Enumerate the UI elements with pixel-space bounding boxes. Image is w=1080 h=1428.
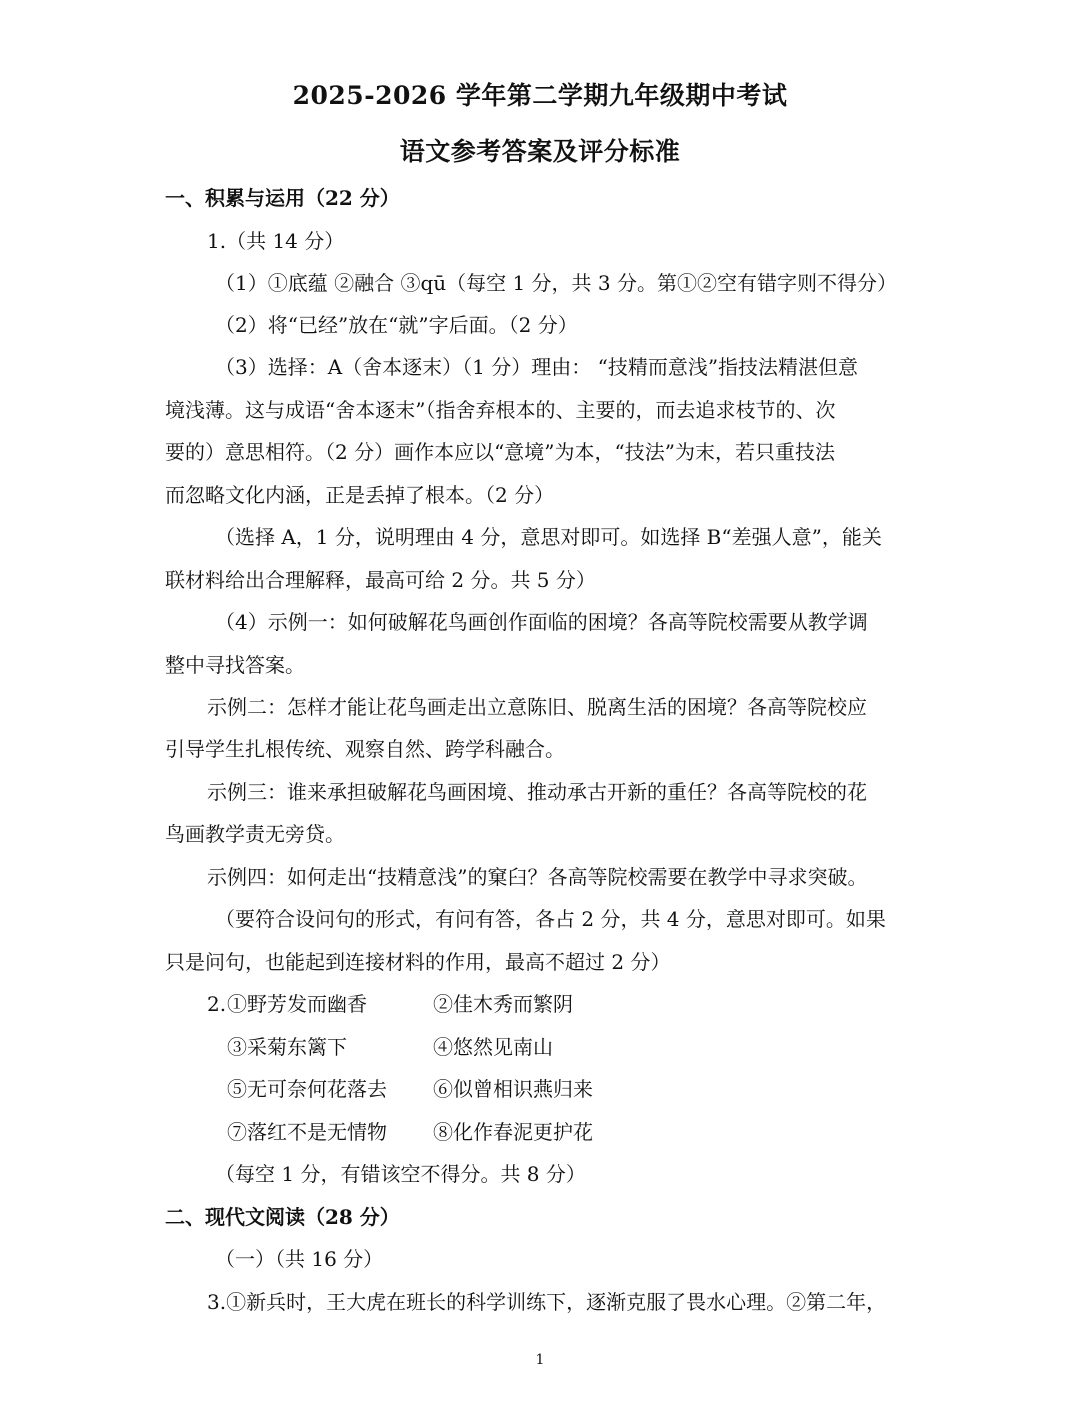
page-number: 1 (535, 1352, 545, 1368)
answer-line: （3）选择：A（舍本逐末）（1 分）理由： “技精而意浅”指技法精湛但意 (215, 355, 859, 379)
scoring-note: 只是问句，也能起到连接材料的作用，最高不超过 2 分） (165, 950, 671, 974)
answer-line: 要的）意思相符。（2 分）画作本应以“意境”为本，“技法”为末，若只重技法 (165, 440, 835, 464)
recitation-answer: ④悠然见南山 (433, 1035, 553, 1059)
answer-line: 3.①新兵时，王大虎在班长的科学训练下，逐渐克服了畏水心理。②第二年， (207, 1290, 887, 1314)
question-number: 2. (207, 992, 227, 1016)
section-heading: 一、积累与运用（22 分） (165, 186, 400, 210)
part-header: （一）（共 16 分） (215, 1247, 384, 1271)
answer-line: 整中寻找答案。 (165, 653, 305, 677)
section-heading: 二、现代文阅读（28 分） (165, 1205, 400, 1229)
recitation-answer: ②佳木秀而繁阴 (433, 992, 573, 1016)
recitation-answer: ③采菊东篱下 (227, 1035, 347, 1059)
answer-line: （4）示例一：如何破解花鸟画创作面临的困境？各高等院校需要从教学调 (215, 610, 868, 634)
recitation-answer: ⑦落红不是无情物 (227, 1120, 387, 1144)
page-subtitle: 语文参考答案及评分标准 (399, 137, 681, 166)
recitation-answer: ⑥似曾相识燕归来 (433, 1077, 593, 1101)
recitation-answer: ①野芳发而幽香 (227, 992, 367, 1016)
page-title: 2025-2026 学年第二学期九年级期中考试 (292, 81, 788, 110)
answer-line: 境浅薄。这与成语“舍本逐末”（指舍弃根本的、主要的，而去追求枝节的、次 (165, 398, 836, 422)
answer-line: 而忽略文化内涵，正是丢掉了根本。（2 分） (165, 483, 555, 507)
answer-line: （1）①底蕴 ②融合 ③qū（每空 1 分，共 3 分。第①②空有错字则不得分） (215, 271, 898, 295)
example-line: 示例四：如何走出“技精意浅”的窠臼？各高等院校需要在教学中寻求突破。 (207, 865, 868, 889)
scoring-note: 联材料给出合理解释，最高可给 2 分。共 5 分） (165, 568, 596, 592)
example-line: 引导学生扎根传统、观察自然、跨学科融合。 (165, 737, 565, 761)
scoring-note: （要符合设问句的形式，有问有答，各占 2 分，共 4 分，意思对即可。如果 (215, 907, 886, 931)
scoring-note: （选择 A，1 分，说明理由 4 分，意思对即可。如选择 B“差强人意”，能关 (215, 525, 882, 549)
question-header: 1.（共 14 分） (207, 229, 345, 253)
recitation-answer: ⑧化作春泥更护花 (433, 1120, 593, 1144)
answer-line: （2）将“已经”放在“就”字后面。（2 分） (215, 313, 578, 337)
example-line: 鸟画教学责无旁贷。 (165, 822, 345, 846)
example-line: 示例二：怎样才能让花鸟画走出立意陈旧、脱离生活的困境？各高等院校应 (207, 695, 867, 719)
scoring-note: （每空 1 分，有错该空不得分。共 8 分） (215, 1162, 586, 1186)
example-line: 示例三：谁来承担破解花鸟画困境、推动承古开新的重任？各高等院校的花 (207, 780, 867, 804)
recitation-answer: ⑤无可奈何花落去 (227, 1077, 387, 1101)
